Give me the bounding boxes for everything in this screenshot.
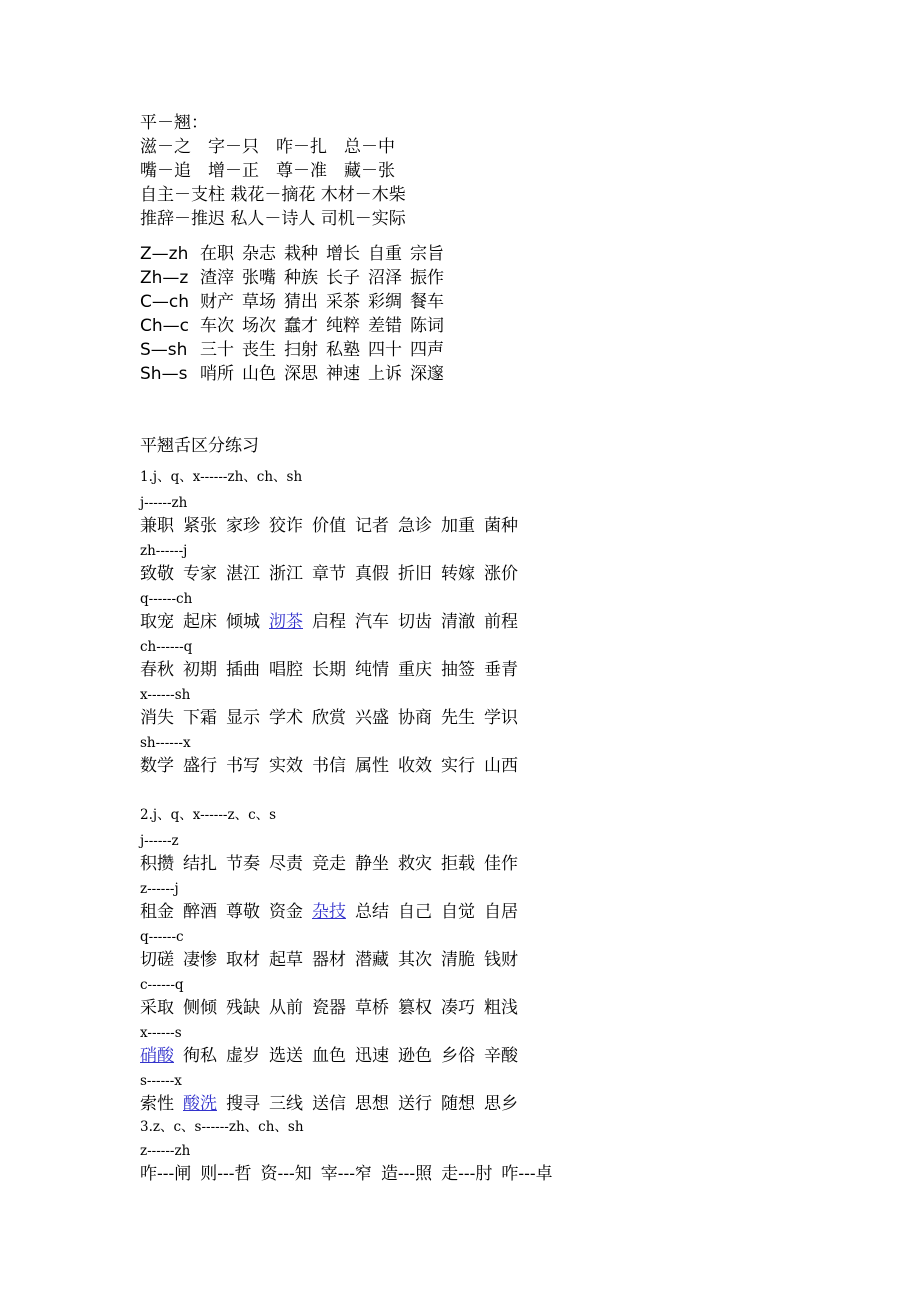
word: 自己: [398, 902, 432, 922]
pair-word: 栽种: [284, 244, 318, 264]
word: 兼职: [140, 516, 174, 536]
word: 凄惨: [183, 950, 217, 970]
pair-word: 丧生: [242, 340, 276, 360]
pair-label: S—sh: [140, 340, 188, 360]
word: 残缺: [226, 998, 260, 1018]
word: 插曲: [226, 660, 260, 680]
word: 救灾: [398, 854, 432, 874]
word: 搜寻: [226, 1094, 260, 1114]
word-row: [140, 754, 900, 778]
text-line: 嘴－追 增－正 尊－准 藏－张: [140, 161, 395, 181]
pair-row: [140, 318, 452, 342]
exercise-part-3: [140, 1116, 900, 1186]
pair-word: 猜出: [284, 292, 318, 312]
word: 章节: [312, 564, 346, 584]
part-heading: 1.j、q、x------zh、ch、sh: [140, 469, 303, 485]
text-line: 自主－支柱 栽花－摘花 木材－木柴: [140, 185, 406, 205]
pair-word: 长子: [326, 268, 360, 288]
word: 专家: [183, 564, 217, 584]
word: 送行: [398, 1094, 432, 1114]
pair-word: 杂志: [242, 244, 276, 264]
word: 菌种: [484, 516, 518, 536]
word: 起床: [183, 612, 217, 632]
pair-word: 场次: [242, 316, 276, 336]
word: 初期: [183, 660, 217, 680]
word-row: [140, 1044, 900, 1068]
word-row: [140, 1092, 900, 1116]
word: 静坐: [355, 854, 389, 874]
word: 徇私: [183, 1046, 217, 1066]
word: 瓷器: [312, 998, 346, 1018]
word: 潜藏: [355, 950, 389, 970]
word: 学识: [484, 708, 518, 728]
word: 消失: [140, 708, 174, 728]
pair-word: 纯粹: [326, 316, 360, 336]
pair-word: 采茶: [326, 292, 360, 312]
word: 节奏: [226, 854, 260, 874]
pair-row: [140, 246, 452, 270]
word: 自居: [484, 902, 518, 922]
pattern-label: x------s: [140, 1025, 182, 1041]
pair-word: 差错: [368, 316, 402, 336]
word: 咋---闸: [140, 1164, 192, 1184]
word: 逊色: [398, 1046, 432, 1066]
pair-word: 餐车: [410, 292, 444, 312]
word: 起草: [269, 950, 303, 970]
word-link[interactable]: 硝酸: [140, 1046, 174, 1066]
word: 篡权: [398, 998, 432, 1018]
word: 春秋: [140, 660, 174, 680]
pair-word: 财产: [200, 292, 234, 312]
word: 清脆: [441, 950, 475, 970]
word: 侧倾: [183, 998, 217, 1018]
word: 唱腔: [269, 660, 303, 680]
pair-word: 种族: [284, 268, 318, 288]
pair-label: Sh—s: [140, 364, 188, 384]
word: 重庆: [398, 660, 432, 680]
word: 纯情: [355, 660, 389, 680]
pattern-label: s------x: [140, 1073, 182, 1089]
word: 草桥: [355, 998, 389, 1018]
pattern-label: x------sh: [140, 687, 191, 703]
word: 尊敬: [226, 902, 260, 922]
word: 拒载: [441, 854, 475, 874]
pair-word: 四声: [410, 340, 444, 360]
word: 欣赏: [312, 708, 346, 728]
word: 启程: [312, 612, 346, 632]
pair-word: 沼泽: [368, 268, 402, 288]
word: 狡诈: [269, 516, 303, 536]
word: 汽车: [355, 612, 389, 632]
word: 价值: [312, 516, 346, 536]
pair-word: 四十: [368, 340, 402, 360]
pattern-label: z------zh: [140, 1143, 191, 1159]
word: 迅速: [355, 1046, 389, 1066]
word: 湛江: [226, 564, 260, 584]
word: 虚岁: [226, 1046, 260, 1066]
word: 资金: [269, 902, 303, 922]
pair-row: [140, 270, 452, 294]
word: 浙江: [269, 564, 303, 584]
pair-word: 蠢才: [284, 316, 318, 336]
pair-word: 彩绸: [368, 292, 402, 312]
word: 辛酸: [484, 1046, 518, 1066]
pattern-label: z------j: [140, 881, 179, 897]
word: 乡俗: [441, 1046, 475, 1066]
word-row: [140, 706, 900, 730]
pattern-label: j------z: [140, 833, 179, 849]
section-title: 平－翘：: [140, 113, 208, 133]
word: 思想: [355, 1094, 389, 1114]
pair-label: Z—zh: [140, 244, 189, 264]
section-consonant-pairs: [140, 246, 452, 390]
pattern-label: j------zh: [140, 495, 188, 511]
word: 学术: [269, 708, 303, 728]
pair-word: 深思: [284, 364, 318, 384]
pair-word: 上诉: [368, 364, 402, 384]
word: 走---肘: [441, 1164, 493, 1184]
word: 记者: [355, 516, 389, 536]
exercise-title: 平翘舌区分练习: [140, 436, 259, 456]
word: 书写: [226, 756, 260, 776]
word: 转嫁: [441, 564, 475, 584]
pair-word: 深邃: [410, 364, 444, 384]
section-exercise: [140, 438, 900, 1186]
word: 折旧: [398, 564, 432, 584]
pattern-label: sh------x: [140, 735, 191, 751]
pair-row: [140, 342, 452, 366]
word: 总结: [355, 902, 389, 922]
pair-word: 自重: [368, 244, 402, 264]
word: 采取: [140, 998, 174, 1018]
pair-row: [140, 294, 452, 318]
word: 竞走: [312, 854, 346, 874]
pair-word: 振作: [410, 268, 444, 288]
word: 实行: [441, 756, 475, 776]
word-row: [140, 948, 900, 972]
word: 尽责: [269, 854, 303, 874]
exercise-part-2: [140, 802, 900, 1116]
word: 咋---卓: [501, 1164, 553, 1184]
word-row: [140, 562, 900, 586]
word: 盛行: [183, 756, 217, 776]
word: 紧张: [183, 516, 217, 536]
word: 真假: [355, 564, 389, 584]
exercise-part-1: [140, 464, 900, 778]
word: 则---哲: [200, 1164, 252, 1184]
pair-word: 神速: [326, 364, 360, 384]
word: 倾城: [226, 612, 260, 632]
pair-word: 扫射: [284, 340, 318, 360]
pair-row: [140, 366, 452, 390]
word-link[interactable]: 杂技: [312, 902, 346, 922]
word: 涨价: [484, 564, 518, 584]
word: 租金: [140, 902, 174, 922]
pattern-label: zh------j: [140, 543, 188, 559]
word: 实效: [269, 756, 303, 776]
word: 抽签: [441, 660, 475, 680]
pair-label: Zh—z: [140, 268, 189, 288]
pair-word: 车次: [200, 316, 234, 336]
word: 醉酒: [183, 902, 217, 922]
pair-word: 三十: [200, 340, 234, 360]
pair-word: 草场: [242, 292, 276, 312]
word: 送信: [312, 1094, 346, 1114]
pair-word: 宗旨: [410, 244, 444, 264]
word: 结扎: [183, 854, 217, 874]
word: 造---照: [380, 1164, 433, 1184]
word: 属性: [355, 756, 389, 776]
word: 收效: [398, 756, 432, 776]
pair-label: Ch—c: [140, 316, 189, 336]
word: 思乡: [484, 1094, 518, 1114]
word: 三线: [269, 1094, 303, 1114]
word: 取材: [226, 950, 260, 970]
word-link[interactable]: 沏茶: [269, 612, 303, 632]
word: 山西: [484, 756, 518, 776]
word: 加重: [441, 516, 475, 536]
pair-word: 增长: [326, 244, 360, 264]
word: 下霜: [183, 708, 217, 728]
word-row: [140, 996, 900, 1020]
word: 器材: [312, 950, 346, 970]
word: 垂青: [484, 660, 518, 680]
pair-word: 陈词: [410, 316, 444, 336]
pair-word: 张嘴: [242, 268, 276, 288]
word: 书信: [312, 756, 346, 776]
word: 自觉: [441, 902, 475, 922]
pattern-label: ch------q: [140, 639, 193, 655]
word: 选送: [269, 1046, 303, 1066]
pattern-label: q------ch: [140, 591, 193, 607]
word: 清澈: [441, 612, 475, 632]
word-row: [140, 514, 900, 538]
word: 数学: [140, 756, 174, 776]
word: 从前: [269, 998, 303, 1018]
word-link[interactable]: 酸洗: [183, 1094, 217, 1114]
word: 先生: [441, 708, 475, 728]
word: 凑巧: [441, 998, 475, 1018]
word: 其次: [398, 950, 432, 970]
word-row: [140, 900, 900, 924]
word-row: [140, 610, 900, 634]
word: 索性: [140, 1094, 174, 1114]
part-heading: 2.j、q、x------z、c、s: [140, 807, 277, 823]
word: 家珍: [226, 516, 260, 536]
word: 钱财: [484, 950, 518, 970]
pair-label: C—ch: [140, 292, 189, 312]
word: 宰---窄: [320, 1164, 372, 1184]
word: 随想: [441, 1094, 475, 1114]
word: 切齿: [398, 612, 432, 632]
word: 血色: [312, 1046, 346, 1066]
pair-word: 渣滓: [200, 268, 234, 288]
word: 兴盛: [355, 708, 389, 728]
word: 切磋: [140, 950, 174, 970]
text-line: 滋－之 字－只 咋－扎 总－中: [140, 137, 395, 157]
word: 取宠: [140, 612, 174, 632]
word-row: [140, 1162, 900, 1186]
word: 积攒: [140, 854, 174, 874]
pattern-label: q------c: [140, 929, 184, 945]
word-row: [140, 658, 900, 682]
word: 资---知: [260, 1164, 312, 1184]
section-flat-retroflex-intro: [140, 115, 406, 235]
word: 前程: [484, 612, 518, 632]
pair-word: 私塾: [326, 340, 360, 360]
pattern-label: c------q: [140, 977, 184, 993]
word: 协商: [398, 708, 432, 728]
word: 致敬: [140, 564, 174, 584]
word: 显示: [226, 708, 260, 728]
pair-word: 山色: [242, 364, 276, 384]
pair-word: 哨所: [200, 364, 234, 384]
text-line: 推辞－推迟 私人－诗人 司机－实际: [140, 209, 406, 229]
word: 长期: [312, 660, 346, 680]
word: 急诊: [398, 516, 432, 536]
part-heading: 3.z、c、s------zh、ch、sh: [140, 1119, 304, 1135]
word: 粗浅: [484, 998, 518, 1018]
word: 佳作: [484, 854, 518, 874]
pair-word: 在职: [200, 244, 234, 264]
word-row: [140, 852, 900, 876]
